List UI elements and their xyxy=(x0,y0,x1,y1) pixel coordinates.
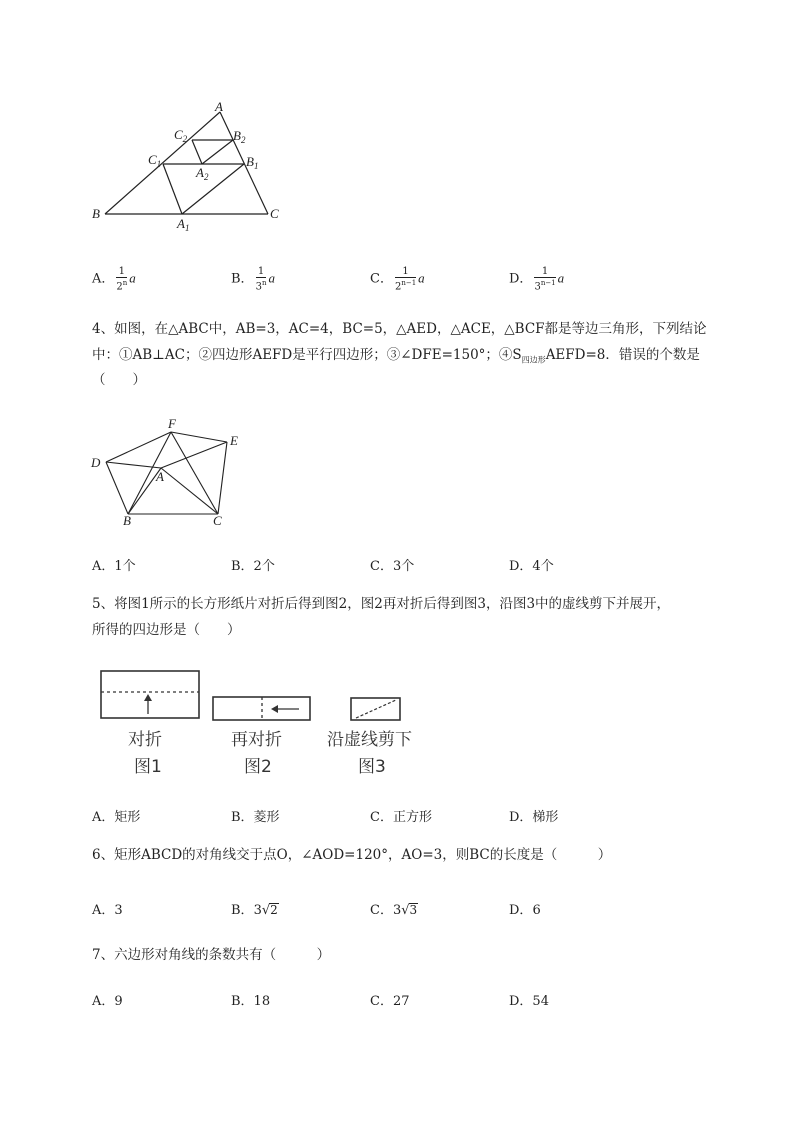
caption-fold-again: 再对折 xyxy=(231,730,282,750)
option-letter: A． xyxy=(92,271,115,287)
q3-option-a[interactable]: A． $\frac{1}{2^n}$ a xyxy=(92,266,136,293)
q3-line-A1B1 xyxy=(182,164,244,214)
caption-fold: 对折 xyxy=(128,730,162,750)
q3-label-B2: $B_2$ xyxy=(233,128,246,145)
q4-option-b[interactable]: B．2个 xyxy=(231,559,275,574)
q3-line-C2A2 xyxy=(192,140,202,164)
q4-option-a[interactable]: A．1个 xyxy=(92,559,136,574)
q3-label-B1: $B_1$ xyxy=(246,154,259,171)
fraction: $\frac{1}{2^{n-1}}$ xyxy=(394,266,417,293)
q6-option-c[interactable]: C．3√3 xyxy=(370,903,418,918)
q3-option-b[interactable]: B． $\frac{1}{3^n}$ a xyxy=(231,266,275,293)
q6-option-a[interactable]: A．3 xyxy=(92,903,123,918)
option-letter: C． xyxy=(370,271,393,287)
q7-option-b[interactable]: B．18 xyxy=(231,994,271,1009)
q3-label-C1: $C_1$ xyxy=(148,152,162,169)
q4-label-D: D xyxy=(91,455,101,470)
q5-option-b[interactable]: B．菱形 xyxy=(231,810,280,825)
caption-fig2: 图2 xyxy=(244,757,272,777)
q3-option-c[interactable]: C． $\frac{1}{2^{n-1}}$ a xyxy=(370,266,425,293)
q5-figure xyxy=(98,668,438,780)
q4-line-AC xyxy=(161,468,218,514)
q4-label-A: A xyxy=(156,469,164,484)
option-letter: B． xyxy=(231,271,254,287)
q3-label-A2: $A_2$ xyxy=(196,165,209,182)
caption-fig3: 图3 xyxy=(358,757,386,777)
q4-line-FE xyxy=(171,432,227,442)
q3-line-AC xyxy=(220,112,268,214)
q3-option-d[interactable]: D． $\frac{1}{3^{n-1}}$ a xyxy=(509,266,565,293)
sqrt-icon: √ xyxy=(261,903,271,918)
q3-line-C1A1 xyxy=(163,164,182,214)
q4-label-B: B xyxy=(123,513,131,528)
fraction: $\frac{1}{2^n}$ xyxy=(116,266,128,293)
q4-line-DF xyxy=(106,432,171,462)
paper-rect-fig1 xyxy=(101,671,199,718)
q3-label-B: B xyxy=(92,206,100,221)
q4-line-2: 中：①AB⊥AC；②四边形AEFD是平行四边形；③∠DFE=150°；$④S_{四边形}AEFD=8$．错误的个数是 xyxy=(92,347,700,365)
q3-line-A2B2 xyxy=(202,140,233,164)
q5-option-a[interactable]: A．矩形 xyxy=(92,810,141,825)
q4-line-FC xyxy=(171,432,218,514)
q6-option-b[interactable]: B．3√2 xyxy=(231,903,278,918)
q5-option-d[interactable]: D．梯形 xyxy=(509,810,559,825)
caption-cut: 沿虚线剪下 xyxy=(327,730,412,750)
q4-option-d[interactable]: D．4个 xyxy=(509,559,554,574)
fraction: $\frac{1}{3^{n-1}}$ xyxy=(534,266,556,293)
q3-figure xyxy=(85,100,295,235)
option-letter: D． xyxy=(509,271,533,287)
q3-label-C2: $C_2$ xyxy=(174,127,188,144)
sqrt-icon: √ xyxy=(401,903,410,918)
q6-option-d[interactable]: D．6 xyxy=(509,903,541,918)
q4-line-3: （ ） xyxy=(92,372,146,388)
caption-fig1: 图1 xyxy=(134,757,162,777)
q4-line-EC xyxy=(218,442,227,514)
q7-option-c[interactable]: C．27 xyxy=(370,994,410,1009)
q3-label-C: C xyxy=(270,206,279,221)
q7-option-d[interactable]: D．54 xyxy=(509,994,549,1009)
q4-option-c[interactable]: C．3个 xyxy=(370,559,415,574)
q4-label-E: E xyxy=(230,433,238,448)
q4-line-BD xyxy=(106,462,128,514)
q4-figure xyxy=(88,415,248,530)
q5-line-2: 所得的四边形是（ ） xyxy=(92,622,241,638)
q4-line-1: 4、如图，在△ABC中，AB=3，AC=4，BC=5，△AED，△ACE，△BCF都是等边三角形，下列结论 xyxy=(92,321,707,337)
q7-option-a[interactable]: A．9 xyxy=(92,994,123,1009)
q4-label-F: F xyxy=(168,416,176,431)
q5-line-1: 5、将图1所示的长方形纸片对折后得到图2，图2再对折后得到图3，沿图3中的虚线剪下并展开， xyxy=(92,596,671,612)
q6-line-1: 6、矩形ABCD的对角线交于点O，∠AOD=120°，AO=3，则BC的长度是（ ） xyxy=(92,847,612,863)
q3-label-A: A xyxy=(215,99,223,114)
q4-line-AE xyxy=(161,442,227,468)
fraction: $\frac{1}{3^n}$ xyxy=(255,266,267,293)
q4-label-C: C xyxy=(213,513,222,528)
q7-line-1: 7、六边形对角线的条数共有（ ） xyxy=(92,947,331,963)
q3-label-A1: $A_1$ xyxy=(177,216,190,233)
q5-option-c[interactable]: C．正方形 xyxy=(370,810,432,825)
q4-line-FB xyxy=(128,432,171,514)
